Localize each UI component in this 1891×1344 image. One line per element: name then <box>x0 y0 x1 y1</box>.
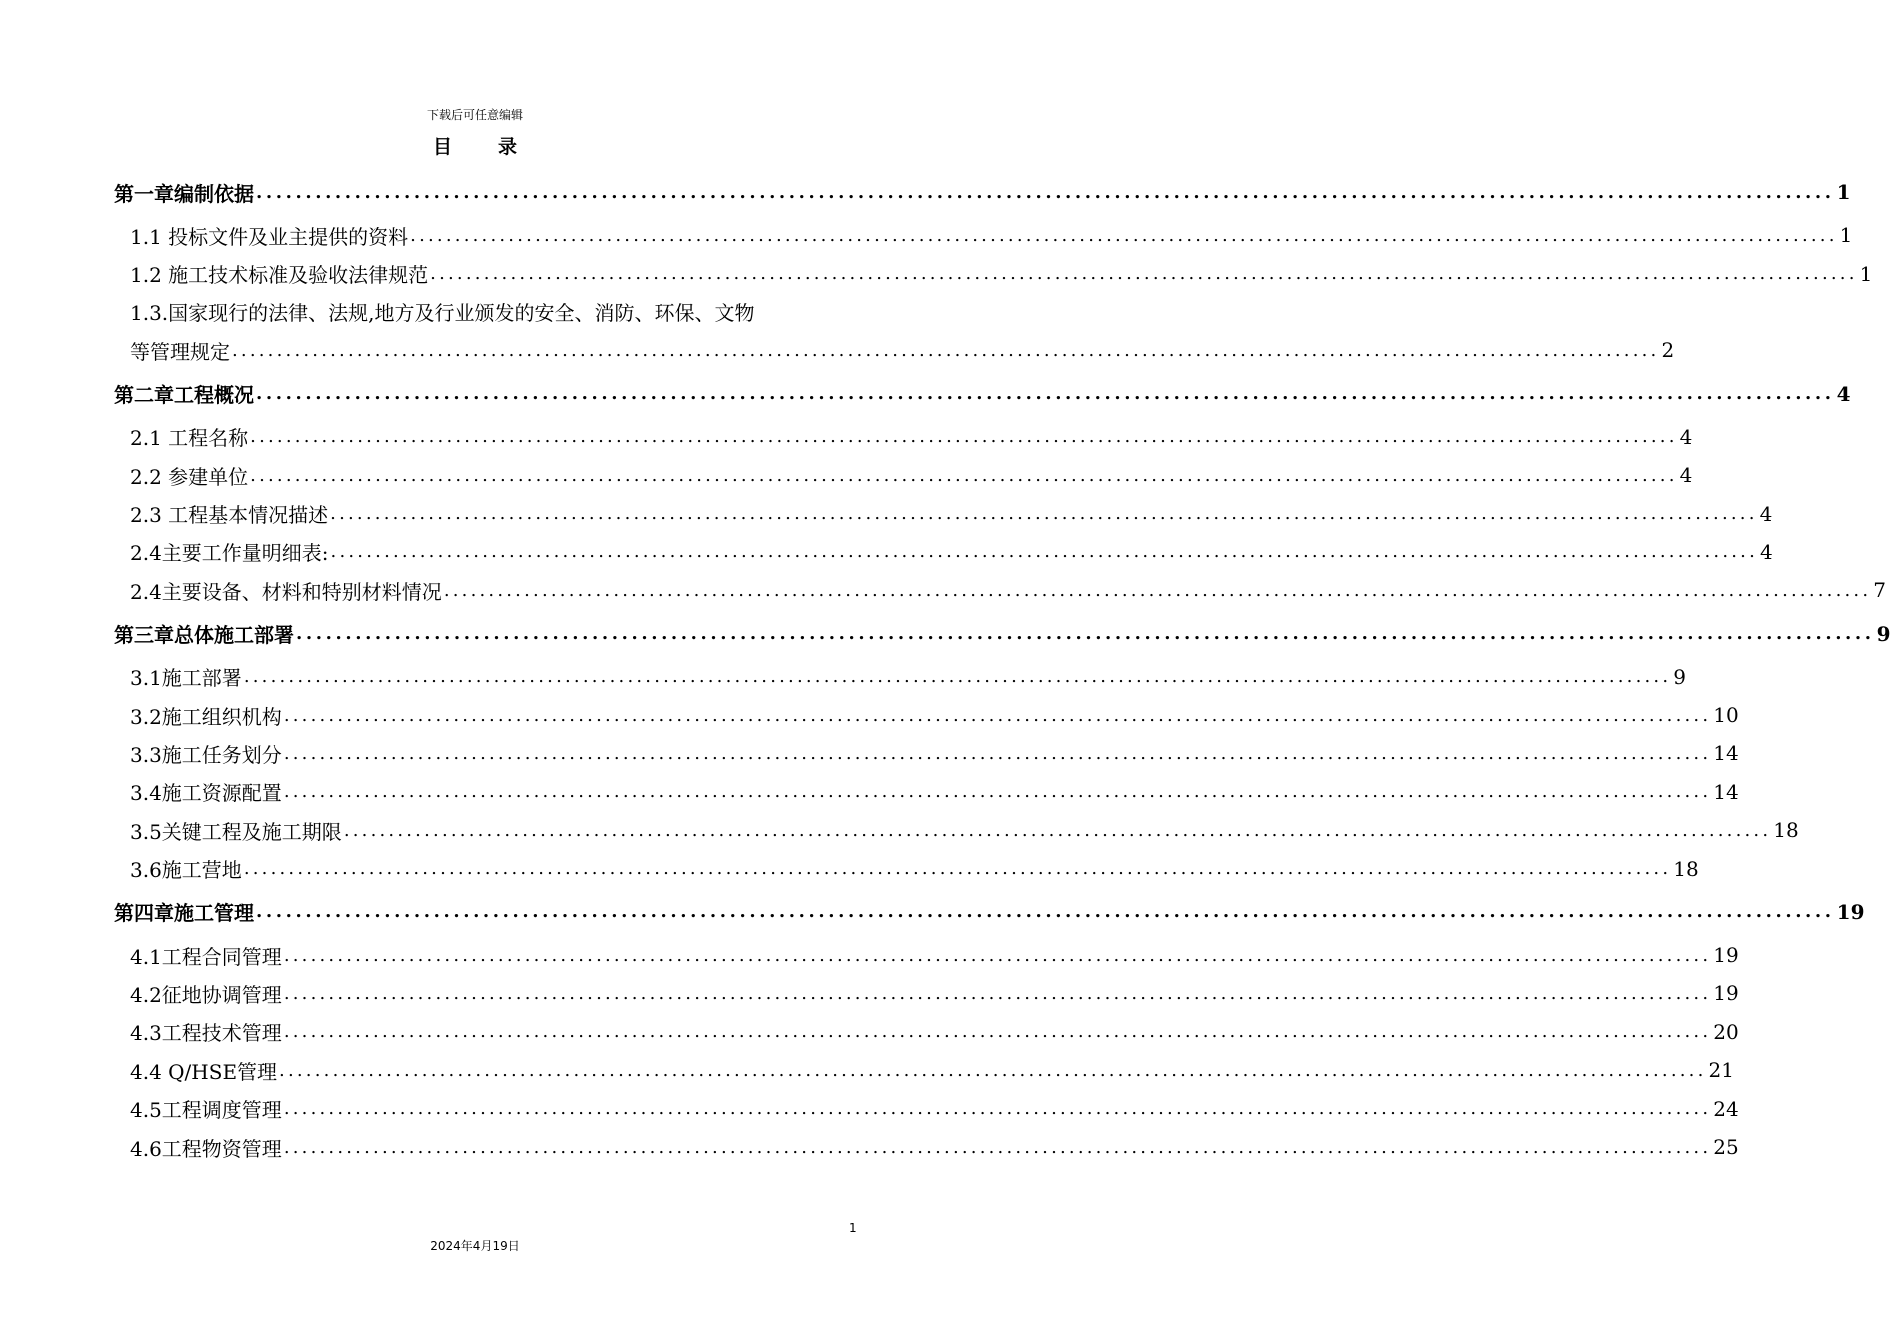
toc-entry-title: 2.2 参建单位 <box>130 464 249 489</box>
toc-page-number: 25 <box>1713 1135 1739 1159</box>
toc-entry-title: 4.1工程合同管理 <box>130 944 282 969</box>
toc-page-number: 19 <box>1713 981 1739 1006</box>
toc-section-entry[interactable] <box>114 254 1873 292</box>
toc-entry-title: 3.5关键工程及施工期限 <box>130 819 342 844</box>
toc-entry-title: 2.3 工程基本情况描述 <box>130 503 329 528</box>
toc-entry-title: 4.5工程调度管理 <box>130 1098 282 1123</box>
toc-section-entry[interactable] <box>114 974 1739 1012</box>
toc-entry-title: 3.1施工部署 <box>130 666 242 691</box>
toc-page-number: 1 <box>1859 261 1873 286</box>
toc-page-number: 9 <box>1673 664 1687 689</box>
toc-entry-title: 4.2征地协调管理 <box>130 982 282 1007</box>
toc-page-number: 21 <box>1708 1058 1734 1083</box>
toc-title-right: 录 <box>498 136 518 158</box>
toc-page-number: 24 <box>1713 1096 1739 1121</box>
toc-leader-dots: ................................................................................................................................................................ <box>296 623 1875 645</box>
toc-entry-title: 2.1 工程名称 <box>130 426 249 451</box>
toc-leader-dots: ................................................................................................................................................................ <box>250 426 1678 448</box>
toc-section-entry[interactable] <box>114 849 1699 887</box>
toc-chapter-entry[interactable] <box>114 168 1851 216</box>
toc-page-number: 14 <box>1713 779 1739 804</box>
table-of-contents <box>114 168 1891 1166</box>
toc-entry-title: 1.3.国家现行的法律、法规,地方及行业颁发的安全、消防、环保、文物 <box>130 301 755 326</box>
toc-chapter-title: 工程概况 <box>174 383 254 408</box>
toc-chapter-number: 第二章 <box>114 383 174 408</box>
toc-entry-title: 3.6施工营地 <box>130 858 242 883</box>
toc-leader-dots: ................................................................................................................................................................ <box>283 982 1712 1004</box>
toc-entry-title: 1.2 施工技术标准及验收法律规范 <box>130 263 429 288</box>
toc-section-entry[interactable] <box>114 456 1693 494</box>
toc-leader-dots: ................................................................................................................................................................ <box>283 704 1712 726</box>
toc-leader-dots: ................................................................................................................................................................ <box>243 858 1672 880</box>
toc-section-entry[interactable] <box>114 533 1773 571</box>
toc-leader-dots: ................................................................................................................................................................ <box>330 541 1759 563</box>
toc-leader-dots: ................................................................................................................................................................ <box>243 666 1672 688</box>
toc-chapter-title: 编制依据 <box>174 181 254 206</box>
toc-page-number: 1 <box>1839 223 1853 248</box>
toc-chapter-number: 第三章 <box>114 623 174 648</box>
toc-entry-title: 3.4施工资源配置 <box>130 781 282 806</box>
toc-page-number: 20 <box>1713 1019 1739 1044</box>
toc-page-number: 14 <box>1713 741 1739 766</box>
toc-section-entry[interactable] <box>114 696 1739 734</box>
toc-page-number: 2 <box>1661 338 1675 363</box>
toc-title-left: 目 <box>432 136 452 158</box>
toc-page-number: 19 <box>1836 899 1865 924</box>
toc-leader-dots: ................................................................................................................................................................ <box>250 464 1678 486</box>
toc-leader-dots: ................................................................................................................................................................ <box>256 901 1835 923</box>
toc-leader-dots: ................................................................................................................................................................ <box>283 781 1712 803</box>
toc-page-number: 18 <box>1673 856 1699 881</box>
toc-leader-dots: ................................................................................................................................................................ <box>232 339 1660 361</box>
toc-entry-title: 等管理规定 <box>130 339 230 364</box>
toc-chapter-number: 第四章 <box>114 901 174 926</box>
toc-entry-title: 4.3工程技术管理 <box>130 1021 282 1046</box>
toc-page-number: 9 <box>1876 621 1891 646</box>
toc-section-entry[interactable] <box>114 936 1739 974</box>
toc-leader-dots: ................................................................................................................................................................ <box>283 742 1712 764</box>
toc-leader-dots: ................................................................................................................................................................ <box>410 224 1838 246</box>
page-header: 下载后可任意编辑 <box>426 108 523 122</box>
toc-leader-dots: ................................................................................................................................................................ <box>443 579 1872 601</box>
toc-entry-title: 2.4主要设备、材料和特别材料情况 <box>130 579 442 604</box>
toc-section-entry[interactable] <box>114 1051 1734 1089</box>
toc-page-number: 7 <box>1873 578 1887 603</box>
toc-page-number: 4 <box>1679 424 1693 449</box>
toc-title <box>0 132 950 159</box>
toc-page-number: 4 <box>1759 501 1773 526</box>
toc-entry-title: 2.4主要工作量明细表: <box>130 541 329 566</box>
toc-entry-title: 4.4 Q/HSE管理 <box>130 1059 278 1084</box>
toc-leader-dots: ................................................................................................................................................................ <box>283 944 1712 966</box>
toc-page-number: 18 <box>1773 818 1799 843</box>
toc-entry-title: 1.1 投标文件及业主提供的资料 <box>130 224 409 249</box>
toc-section-entry[interactable] <box>114 494 1773 532</box>
toc-leader-dots: ................................................................................................................................................................ <box>283 1021 1712 1043</box>
toc-leader-dots: ................................................................................................................................................................ <box>283 1098 1712 1120</box>
toc-page-number: 4 <box>1679 463 1693 488</box>
toc-section-entry[interactable] <box>114 1089 1739 1127</box>
toc-chapter-title: 施工管理 <box>174 901 254 926</box>
toc-section-entry[interactable] <box>114 811 1799 849</box>
toc-page-number: 10 <box>1713 703 1739 728</box>
toc-page-number: 4 <box>1836 381 1851 406</box>
toc-leader-dots: ................................................................................................................................................................ <box>330 503 1758 525</box>
toc-section-entry[interactable] <box>114 734 1739 772</box>
toc-section-entry[interactable] <box>114 658 1687 696</box>
toc-page-number: 4 <box>1760 539 1773 564</box>
toc-section-entry[interactable] <box>114 1128 1739 1166</box>
toc-section-entry[interactable] <box>114 216 1853 254</box>
toc-page-number: 19 <box>1713 943 1739 968</box>
toc-leader-dots: ................................................................................................................................................................ <box>283 1136 1712 1158</box>
toc-leader-dots: ................................................................................................................................................................ <box>256 181 1835 203</box>
toc-chapter-entry[interactable] <box>114 610 1891 658</box>
toc-page-number: 1 <box>1836 180 1851 204</box>
toc-leader-dots: ................................................................................................................................................................ <box>343 819 1772 841</box>
toc-chapter-entry[interactable] <box>114 888 1865 936</box>
toc-entry-line[interactable] <box>114 293 860 331</box>
toc-leader-dots: ................................................................................................................................................................ <box>430 263 1858 285</box>
toc-section-entry[interactable] <box>114 418 1693 456</box>
toc-entry-title: 4.6工程物资管理 <box>130 1136 282 1161</box>
toc-leader-dots: ................................................................................................................................................................ <box>279 1059 1707 1081</box>
toc-chapter-title: 总体施工部署 <box>174 623 294 648</box>
toc-section-entry[interactable] <box>114 571 1887 609</box>
page-footer-date: 2024年4月19日 <box>430 1239 520 1253</box>
toc-leader-dots: ................................................................................................................................................................ <box>256 383 1835 405</box>
toc-section-entry[interactable] <box>114 331 1675 369</box>
toc-chapter-entry[interactable] <box>114 370 1851 418</box>
toc-section-entry[interactable] <box>114 1013 1739 1051</box>
toc-entry-title: 3.2施工组织机构 <box>130 704 282 729</box>
toc-section-entry[interactable] <box>114 773 1739 811</box>
toc-entry-title: 3.3施工任务划分 <box>130 742 282 767</box>
toc-chapter-number: 第一章 <box>114 181 174 206</box>
page-number: 1 <box>849 1221 857 1235</box>
